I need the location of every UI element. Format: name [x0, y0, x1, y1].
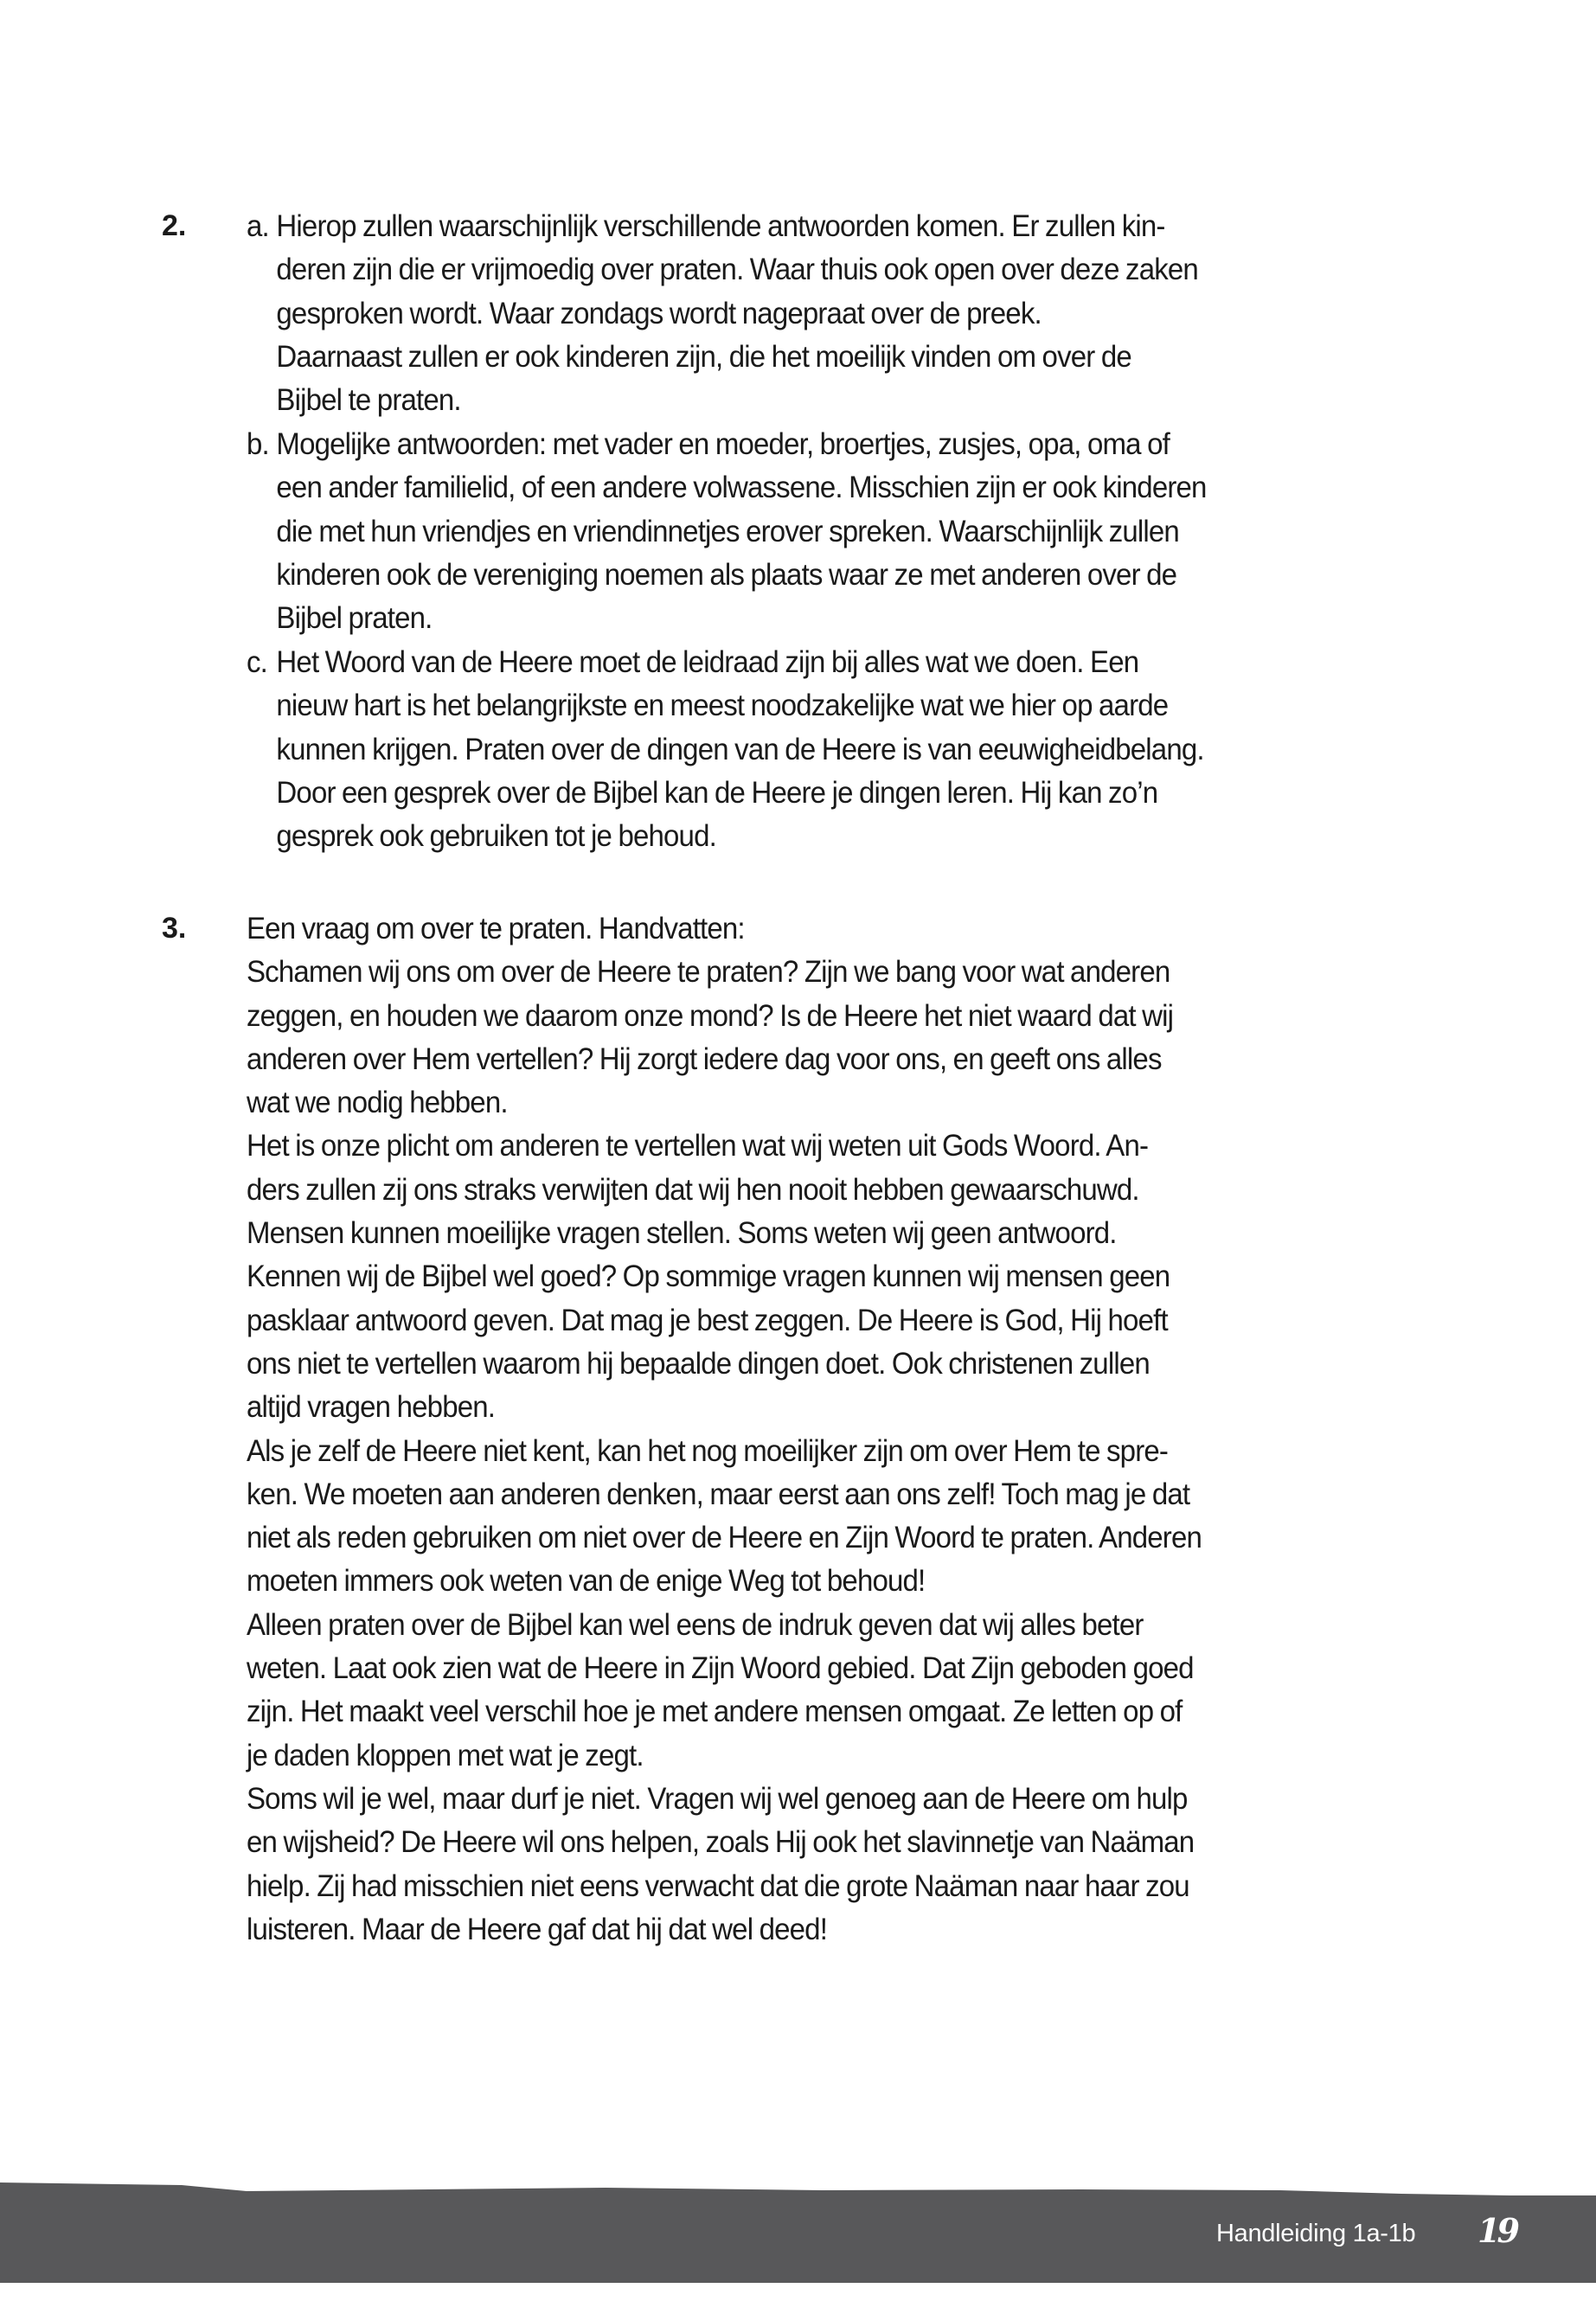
text-line: niet als reden gebruiken om niet over de Heere en Zijn Woord te praten. Anderen — [247, 1520, 1202, 1555]
text-line: die met hun vriendjes en vriendinnetjes erover spreken. Waarschijnlijk zullen — [276, 513, 1179, 548]
text-line: moeten immers ook weten van de enige Weg tot behoud! — [247, 1563, 926, 1599]
footer-title: Handleiding 1a-1b — [1216, 2220, 1416, 2247]
text-line: kunnen krijgen. Praten over de dingen van de Heere is van eeuwigheidbelang. — [276, 731, 1204, 766]
text-line: zijn. Het maakt veel verschil hoe je met andere mensen omgaat. Ze letten op of — [247, 1694, 1183, 1729]
subitem-c — [247, 640, 1458, 857]
text-line: Als je zelf de Heere niet kent, kan het nog moeilijker zijn om over Hem te spre- — [247, 1433, 1169, 1468]
text-line: Het Woord van de Heere moet de leidraad zijn bij alles wat we doen. Een — [276, 644, 1139, 679]
text-line: Mogelijke antwoorden: met vader en moeder, broertjes, zusjes, opa, oma of — [276, 426, 1170, 461]
text-line: en wijsheid? De Heere wil ons helpen, zoals Hij ook het slavinnetje van Naäman — [247, 1824, 1195, 1860]
text-line: Bijbel te praten. — [276, 382, 461, 418]
text-line: Soms wil je wel, maar durf je niet. Vragen wij wel genoeg aan de Heere om hulp — [247, 1780, 1188, 1816]
text-line: pasklaar antwoord geven. Dat mag je best zeggen. De Heere is God, Hij hoeft — [247, 1302, 1168, 1337]
page-number: 19 — [1477, 2211, 1516, 2250]
text-line: je daden kloppen met wat je zegt. — [247, 1737, 644, 1772]
text-line: luisteren. Maar de Heere gaf dat hij dat wel deed! — [247, 1911, 828, 1946]
text-line: anderen over Hem vertellen? Hij zorgt iedere dag voor ons, en geeft ons alles — [247, 1041, 1162, 1076]
text-line: zeggen, en houden we daarom onze mond? Is de Heere het niet waard dat wij — [247, 997, 1174, 1033]
text-line: Bijbel praten. — [276, 600, 433, 636]
text-line: Een vraag om over te praten. Handvatten: — [247, 911, 745, 945]
text-line: Hierop zullen waarschijnlijk verschillende antwoorden komen. Er zullen kin- — [276, 208, 1165, 243]
text-line: kinderen ook de vereniging noemen als plaats waar ze met anderen over de — [276, 556, 1177, 592]
subitem-label: c. — [247, 644, 268, 679]
text-line: altijd vragen hebben. — [247, 1389, 496, 1425]
text-line: ons niet te vertellen waarom hij bepaalde dingen doet. Ook christenen zullen — [247, 1345, 1150, 1381]
text-line: Door een gesprek over de Bijbel kan de Heere je dingen leren. Hij kan zo’n — [276, 774, 1158, 810]
text-line: een ander familielid, of een andere volwassene. Misschien zijn er ook kinderen — [276, 470, 1207, 505]
text-line: ken. We moeten aan anderen denken, maar eerst aan ons zelf! Toch mag je dat — [247, 1476, 1190, 1511]
subitem-b — [247, 422, 1458, 639]
item-3-body — [247, 907, 1458, 1951]
text-line: weten. Laat ook zien wat de Heere in Zijn Woord gebied. Dat Zijn geboden goed — [247, 1650, 1194, 1686]
text-line: Het is onze plicht om anderen te vertellen wat wij weten uit Gods Woord. An- — [247, 1128, 1149, 1163]
text-line: wat we nodig hebben. — [247, 1085, 508, 1120]
text-line: Daarnaast zullen er ook kinderen zijn, die het moeilijk vinden om over de — [276, 338, 1131, 374]
text-line: deren zijn die er vrijmoedig over praten. Waar thuis ook open over deze zaken — [276, 252, 1198, 287]
text-line: gesprek ook gebruiken tot je behoud. — [276, 818, 716, 854]
text-line: Alleen praten over de Bijbel kan wel eens de indruk geven dat wij alles beter — [247, 1606, 1144, 1642]
item-number: 3. — [162, 912, 187, 945]
item-number: 2. — [162, 209, 187, 242]
text-line: Schamen wij ons om over de Heere te praten? Zijn we bang voor wat anderen — [247, 954, 1170, 990]
text-line: hielp. Zij had misschien niet eens verwacht dat die grote Naäman naar haar zou — [247, 1868, 1189, 1903]
text-line: ders zullen zij ons straks verwijten dat wij hen nooit hebben gewaarschuwd. — [247, 1171, 1139, 1207]
subitem-label: a. — [247, 208, 269, 243]
subitem-label: b. — [247, 426, 269, 461]
subitem-a — [247, 204, 1458, 421]
text-line: gesproken wordt. Waar zondags wordt nagepraat over de preek. — [276, 295, 1042, 330]
text-line: nieuw hart is het belangrijkste en meest noodzakelijke wat we hier op aarde — [276, 688, 1169, 723]
text-line: Mensen kunnen moeilijke vragen stellen. Soms weten wij geen antwoord. — [247, 1215, 1117, 1251]
text-line: Kennen wij de Bijbel wel goed? Op sommige vragen kunnen wij mensen geen — [247, 1259, 1170, 1294]
